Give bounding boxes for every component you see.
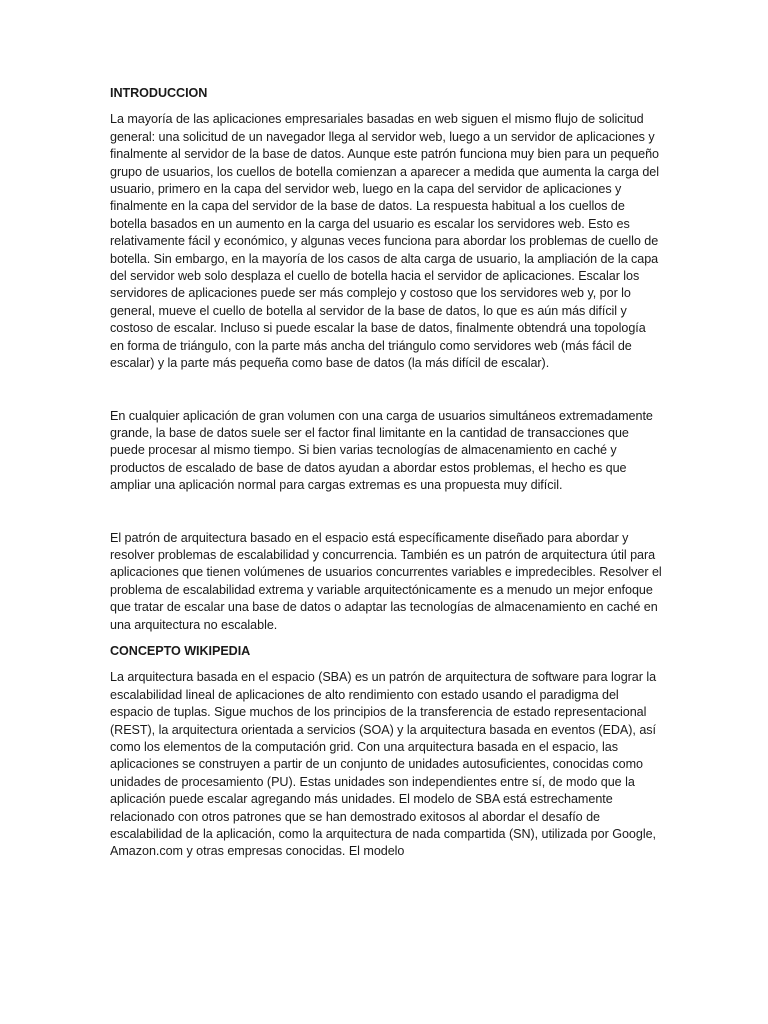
spacer [110,373,662,408]
heading-introduccion: INTRODUCCION [110,86,208,100]
paragraph-intro-1: La mayoría de las aplicaciones empresariales basadas en web siguen el mismo flujo de solicitud general: una solicitud de un navegador llega al servidor web, luego a un servidor de aplicaciones y finalmente al servidor de la base de datos. Aunque este patrón funciona muy bien para un pequeño grupo de usuarios, los cuellos de botella comienzan a aparecer a medida que aumenta la carga del usuario, primero en la capa del servidor web, luego en la capa del servidor de aplicaciones y finalmente en la capa del servidor de la base de datos. La respuesta habitual a los cuellos de botella basados en un aumento en la carga del usuario es escalar los servidores web. Esto es relativamente fácil y económico, y algunas veces funciona para abordar los problemas de cuello de botella. Sin embargo, en la mayoría de los casos de alta carga de usuario, la ampliación de la capa del servidor web solo desplaza el cuello de botella hacia el servidor de aplicaciones. Escalar los servidores de aplicaciones puede ser más complejo y costoso que los servidores web y, por lo general, mueve el cuello de botella al servidor de la base de datos, lo que es aún más difícil y costoso de escalar. Incluso si puede escalar la base de datos, finalmente obtendrá una topología en forma de triángulo, con la parte más ancha del triángulo como servidores web (más fácil de escalar) y la parte más pequeña como base de datos (la más difícil de escalar). [110,112,660,371]
spacer [110,634,662,643]
paragraph-intro-3: El patrón de arquitectura basado en el espacio está específicamente diseñado para abordar y resolver problemas de escalabilidad y concurrencia. También es un patrón de arquitectura útil para aplicaciones que tienen volúmenes de usuarios concurrentes variables e impredecibles. Resolver el problema de escalabilidad extrema y variable arquitectónicamente es a menudo un mejor enfoque que tratar de escalar una base de datos o adaptar las tecnologías de almacenamiento en caché en una arquitectura no escalable. [110,530,662,632]
spacer [110,495,662,530]
heading-concepto-wikipedia: CONCEPTO WIKIPEDIA [110,643,251,658]
paragraph-intro-2: En cualquier aplicación de gran volumen con una carga de usuarios simultáneos extremadamente grande, la base de datos suele ser el factor final limitante en la cantidad de transacciones que puede procesar al mismo tiempo. Si bien varias tecnologías de almacenamiento en caché y productos de escalado de base de datos ayudan a abordar estos problemas, el hecho es que ampliar una aplicación normal para cargas extremas es una propuesta muy difícil. [110,408,653,493]
paragraph-wikipedia: La arquitectura basada en el espacio (SBA) es un patrón de arquitectura de software para lograr la escalabilidad lineal de aplicaciones de alto rendimiento con estado usando el paradigma del espacio de tuplas. Sigue muchos de los principios de la transferencia de estado representacional (REST), la arquitectura orientada a servicios (SOA) y la arquitectura basada en eventos (EDA), así como los elementos de la computación grid. Con una arquitectura basada en el espacio, las aplicaciones se construyen a partir de un conjunto de unidades autosuficientes, conocidas como unidades de procesamiento (PU). Estas unidades son independientes entre sí, de modo que la aplicación puede escalar agregando más unidades. El modelo de SBA está estrechamente relacionado con otros patrones que se han demostrado exitosos al abordar el desafío de escalabilidad de la aplicación, como la arquitectura de nada compartida (SN), utilizada por Google, Amazon.com y otras empresas conocidas. El modelo [110,670,657,859]
document-body [110,85,662,861]
